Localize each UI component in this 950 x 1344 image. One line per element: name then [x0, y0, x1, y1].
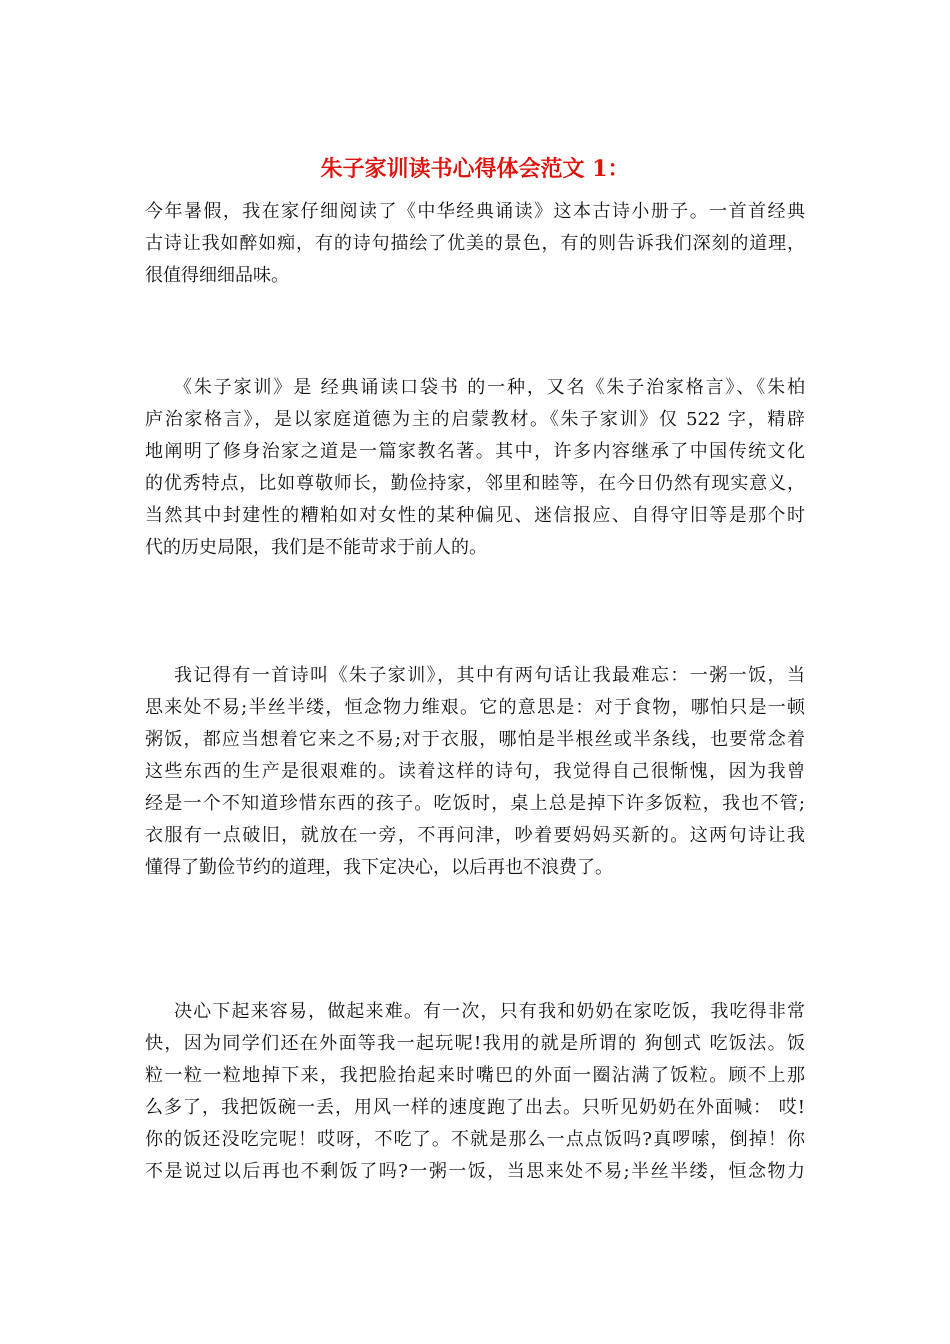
- paragraph-2: [145, 372, 805, 564]
- paragraph-line: 懂得了勤俭节约的道理，我下定决心，以后再也不浪费了。: [145, 857, 613, 878]
- paragraph-line: 思来处不易;半丝半缕，恒念物力维艰。它的意思是：对于食物，哪怕只是一顿: [145, 697, 805, 718]
- document-title: 朱子家训读书心得体会范文 1：: [320, 156, 630, 182]
- paragraph-line: 这些东西的生产是很艰难的。读着这样的诗句，我觉得自己很惭愧，因为我曾: [145, 761, 805, 782]
- paragraph-line: 我记得有一首诗叫《朱子家训》，其中有两句话让我最难忘：一粥一饭，当: [174, 665, 805, 686]
- paragraph-line: 决心下起来容易，做起来难。有一次，只有我和奶奶在家吃饭，我吃得非常: [174, 1001, 805, 1022]
- paragraph-line: 当然其中封建性的糟粕如对女性的某种偏见、迷信报应、自得守旧等是那个时: [145, 505, 805, 526]
- paragraph-line: 地阐明了修身治家之道是一篇家教名著。其中，许多内容继承了中国传统文化: [145, 441, 805, 462]
- paragraph-line: 《朱子家训》是 经典诵读口袋书 的一种，又名《朱子治家格言》、《朱柏: [174, 377, 805, 398]
- paragraph-line: 经是一个不知道珍惜东西的孩子。吃饭时，桌上总是掉下许多饭粒，我也不管;: [145, 793, 805, 814]
- paragraph-line: 今年暑假，我在家仔细阅读了《中华经典诵读》这本古诗小册子。一首首经典: [145, 201, 805, 222]
- paragraph-line: 快，因为同学们还在外面等我一起玩呢!我用的就是所谓的 狗刨式 吃饭法。饭: [145, 1033, 805, 1054]
- paragraph-line: 代的历史局限，我们是不能苛求于前人的。: [145, 537, 487, 558]
- paragraph-3: [145, 660, 805, 884]
- paragraph-line: 古诗让我如醉如痴，有的诗句描绘了优美的景色，有的则告诉我们深刻的道理，: [145, 233, 805, 254]
- paragraph-4: [145, 996, 805, 1188]
- paragraph-line: 么多了，我把饭碗一丢，用风一样的速度跑了出去。只听见奶奶在外面喊： 哎!: [145, 1097, 805, 1118]
- paragraph-line: 的优秀特点，比如尊敬师长，勤俭持家，邻里和睦等，在今日仍然有现实意义，: [145, 473, 805, 494]
- paragraph-line: 粥饭，都应当想着它来之不易;对于衣服，哪怕是半根丝或半条线，也要常念着: [145, 729, 805, 750]
- paragraph-line: 你的饭还没吃完呢！哎呀，不吃了。不就是那么一点点饭吗?真啰嗦，倒掉！你: [145, 1129, 805, 1150]
- paragraph-line: 粒一粒一粒地掉下来，我把脸抬起来时嘴巴的外面一圈沾满了饭粒。顾不上那: [145, 1065, 805, 1086]
- paragraph-1: [145, 196, 805, 292]
- paragraph-line: 很值得细细品味。: [145, 265, 289, 286]
- paragraph-line: 不是说过以后再也不剩饭了吗?一粥一饭，当思来处不易;半丝半缕，恒念物力: [145, 1161, 805, 1182]
- paragraph-line: 庐治家格言》，是以家庭道德为主的启蒙教材。《朱子家训》仅 522 字，精辟: [145, 409, 805, 430]
- paragraph-line: 衣服有一点破旧，就放在一旁，不再问津，吵着要妈妈买新的。这两句诗让我: [145, 825, 805, 846]
